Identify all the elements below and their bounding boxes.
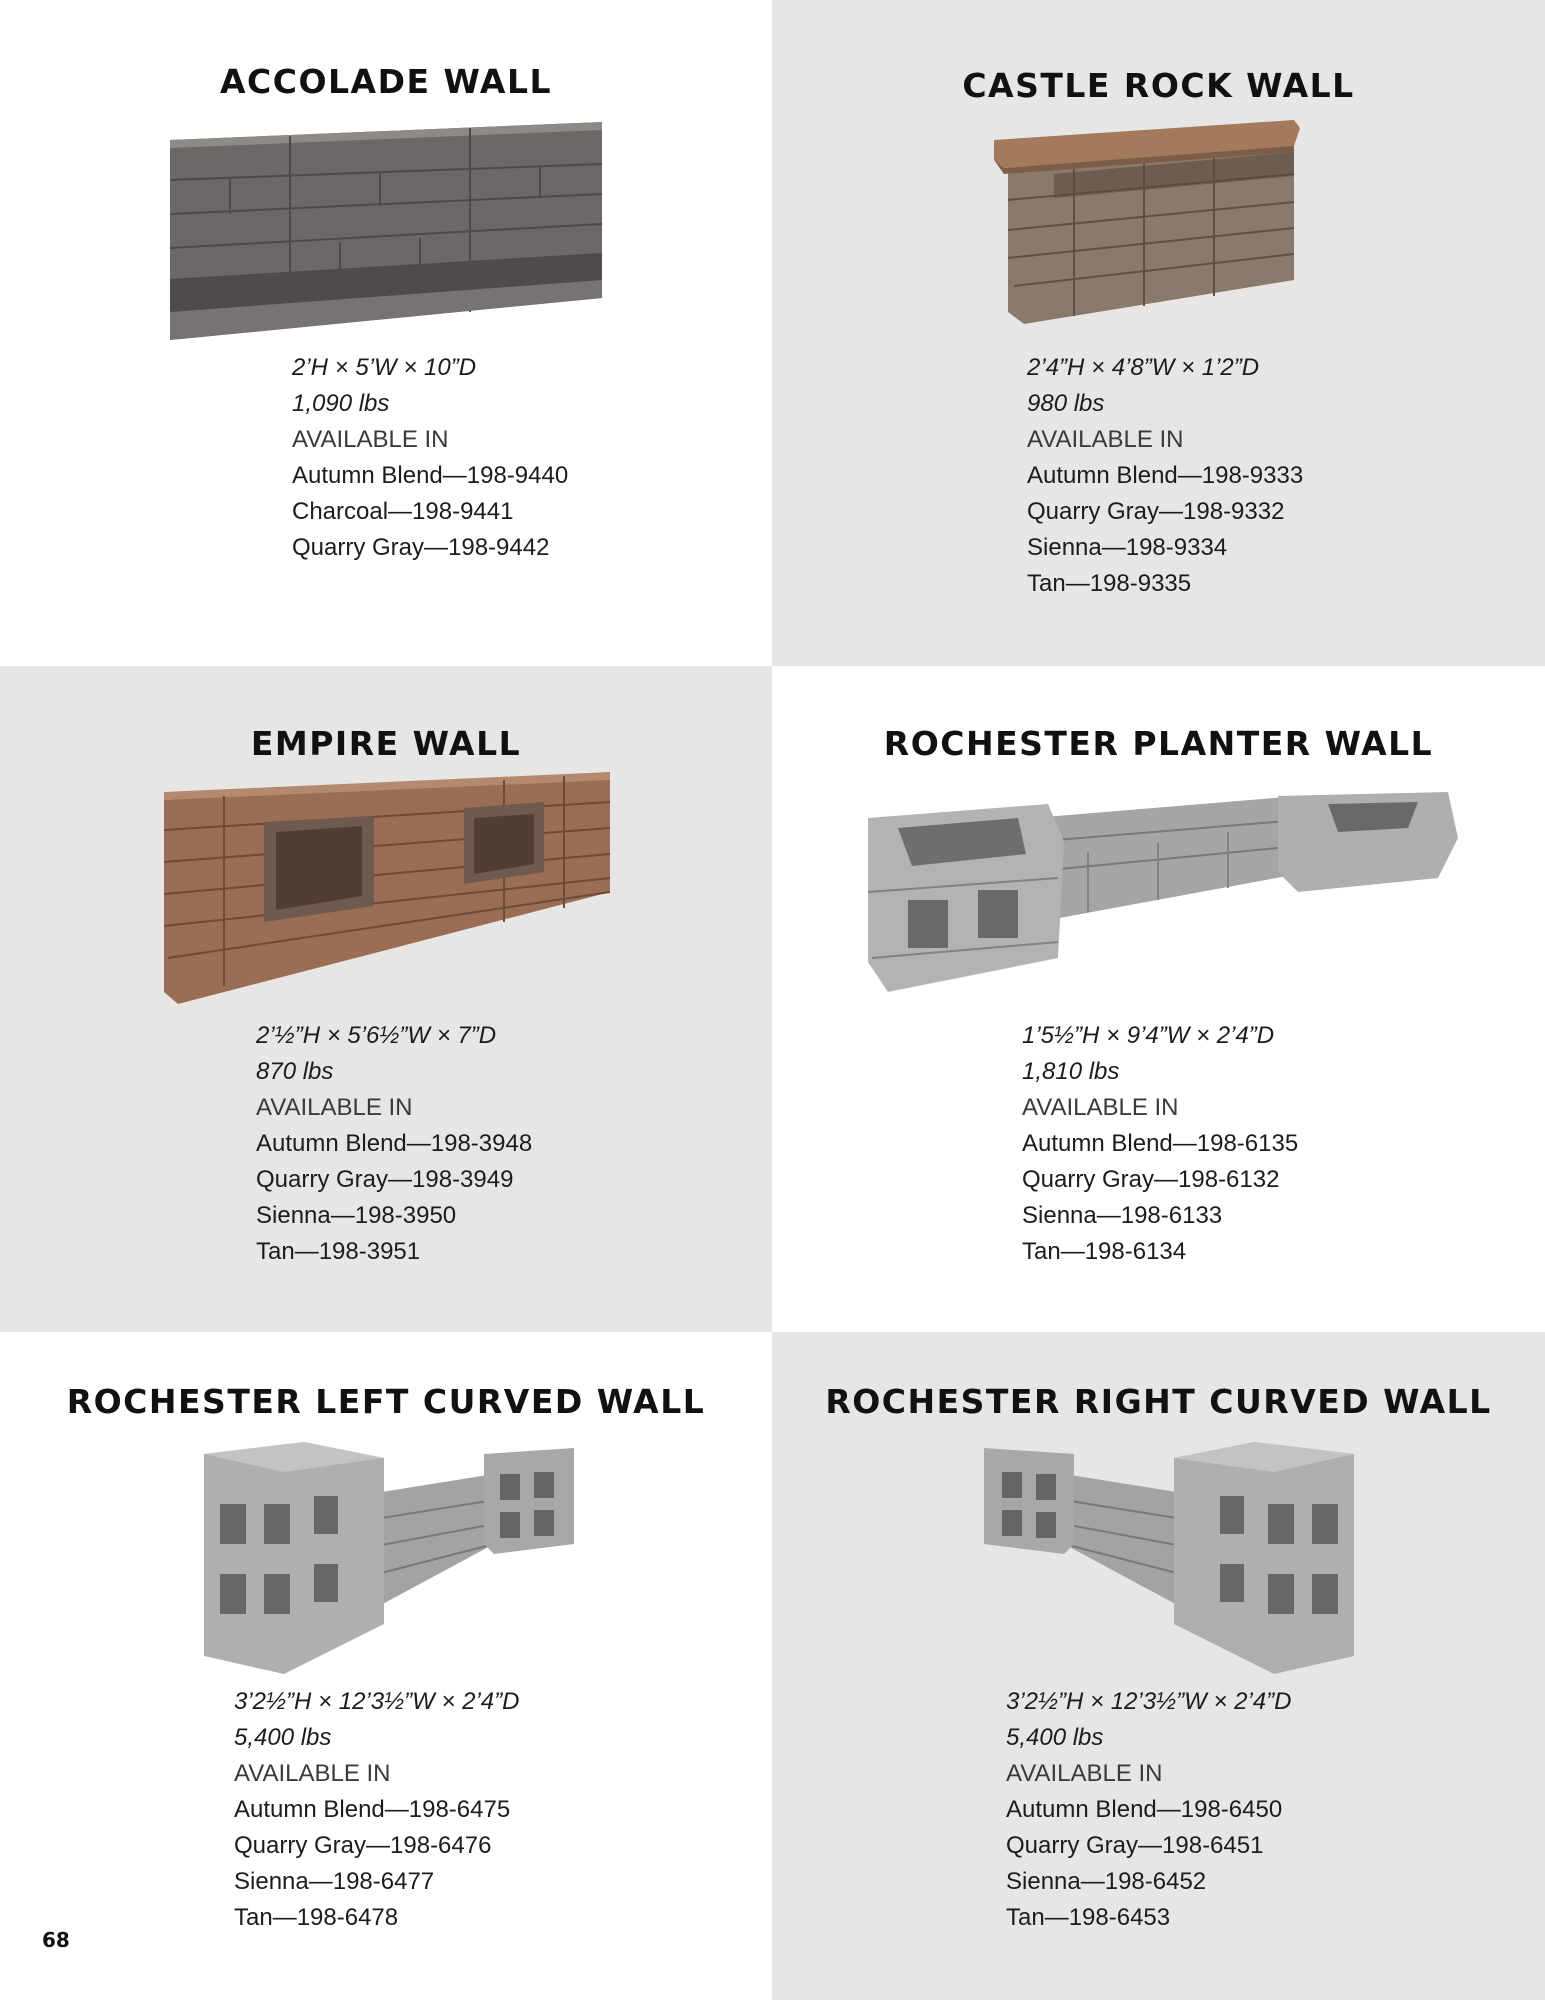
color-option: Quarry Gray—198-6476 — [234, 1832, 492, 1859]
page-number: 68 — [42, 1928, 70, 1952]
empire-wall-image — [164, 772, 612, 1004]
product-dimensions: 3’2½”H × 12’3½”W × 2’4”D — [234, 1688, 520, 1715]
color-option: Tan—198-6478 — [234, 1904, 399, 1931]
product-card-castle-rock-wall — [772, 0, 1545, 666]
color-option: Autumn Blend—198-9440 — [292, 462, 569, 489]
available-in-label: AVAILABLE IN — [292, 426, 449, 453]
product-title: ACCOLADE WALL — [219, 62, 553, 101]
available-in-label: AVAILABLE IN — [234, 1760, 391, 1787]
product-weight: 980 lbs — [1027, 390, 1105, 417]
product-title: EMPIRE WALL — [250, 724, 522, 763]
available-in-label: AVAILABLE IN — [1027, 426, 1184, 453]
product-dimensions: 3’2½”H × 12’3½”W × 2’4”D — [1006, 1688, 1292, 1715]
color-option: Quarry Gray—198-6451 — [1006, 1832, 1264, 1859]
color-option: Quarry Gray—198-3949 — [256, 1166, 514, 1193]
color-option: Sienna—198-6452 — [1006, 1868, 1207, 1895]
product-dimensions: 1’5½”H × 9’4”W × 2’4”D — [1022, 1022, 1275, 1049]
available-in-label: AVAILABLE IN — [256, 1094, 413, 1121]
color-option: Charcoal—198-9441 — [292, 498, 514, 525]
rochester-planter-wall-image — [858, 782, 1462, 998]
color-option: Tan—198-3951 — [256, 1238, 421, 1265]
product-card-rochester-planter-wall — [772, 666, 1545, 1332]
color-option: Autumn Blend—198-6450 — [1006, 1796, 1283, 1823]
color-option: Autumn Blend—198-6475 — [234, 1796, 511, 1823]
product-weight: 870 lbs — [256, 1058, 334, 1085]
color-option: Tan—198-6453 — [1006, 1904, 1171, 1931]
product-dimensions: 2’H × 5’W × 10”D — [292, 354, 477, 381]
color-option: Quarry Gray—198-6132 — [1022, 1166, 1280, 1193]
color-option: Sienna—198-3950 — [256, 1202, 457, 1229]
color-option: Quarry Gray—198-9332 — [1027, 498, 1285, 525]
color-option: Autumn Blend—198-9333 — [1027, 462, 1304, 489]
product-title: ROCHESTER RIGHT CURVED WALL — [825, 1382, 1492, 1421]
product-weight: 1,810 lbs — [1022, 1058, 1120, 1085]
product-specs — [1006, 1684, 1291, 1936]
color-option: Tan—198-6134 — [1022, 1238, 1187, 1265]
product-specs — [256, 1018, 532, 1270]
product-dimensions: 2’4”H × 4’8”W × 1’2”D — [1027, 354, 1260, 381]
product-specs — [234, 1684, 519, 1936]
product-card-rochester-right-curved-wall — [772, 1332, 1545, 2000]
color-option: Autumn Blend—198-6135 — [1022, 1130, 1299, 1157]
product-title: CASTLE ROCK WALL — [962, 66, 1355, 105]
product-dimensions: 2’½”H × 5’6½”W × 7”D — [256, 1022, 497, 1049]
product-weight: 1,090 lbs — [292, 390, 390, 417]
accolade-wall-image — [170, 122, 604, 342]
product-title: ROCHESTER PLANTER WALL — [883, 724, 1434, 763]
color-option: Sienna—198-6477 — [234, 1868, 435, 1895]
castle-rock-wall-image — [994, 116, 1304, 336]
color-option: Sienna—198-6133 — [1022, 1202, 1223, 1229]
product-weight: 5,400 lbs — [1006, 1724, 1104, 1751]
rochester-left-curved-wall-image — [204, 1434, 576, 1674]
color-option: Tan—198-9335 — [1027, 570, 1192, 597]
product-specs — [1022, 1018, 1298, 1270]
product-card-rochester-left-curved-wall — [0, 1332, 772, 2000]
color-option: Sienna—198-9334 — [1027, 534, 1228, 561]
color-option: Quarry Gray—198-9442 — [292, 534, 550, 561]
product-specs — [1027, 350, 1303, 602]
rochester-right-curved-wall-image — [982, 1434, 1354, 1674]
product-title: ROCHESTER LEFT CURVED WALL — [66, 1382, 706, 1421]
product-weight: 5,400 lbs — [234, 1724, 332, 1751]
product-specs — [292, 350, 568, 566]
color-option: Autumn Blend—198-3948 — [256, 1130, 533, 1157]
product-card-accolade-wall — [0, 0, 772, 666]
available-in-label: AVAILABLE IN — [1022, 1094, 1179, 1121]
product-card-empire-wall — [0, 666, 772, 1332]
available-in-label: AVAILABLE IN — [1006, 1760, 1163, 1787]
